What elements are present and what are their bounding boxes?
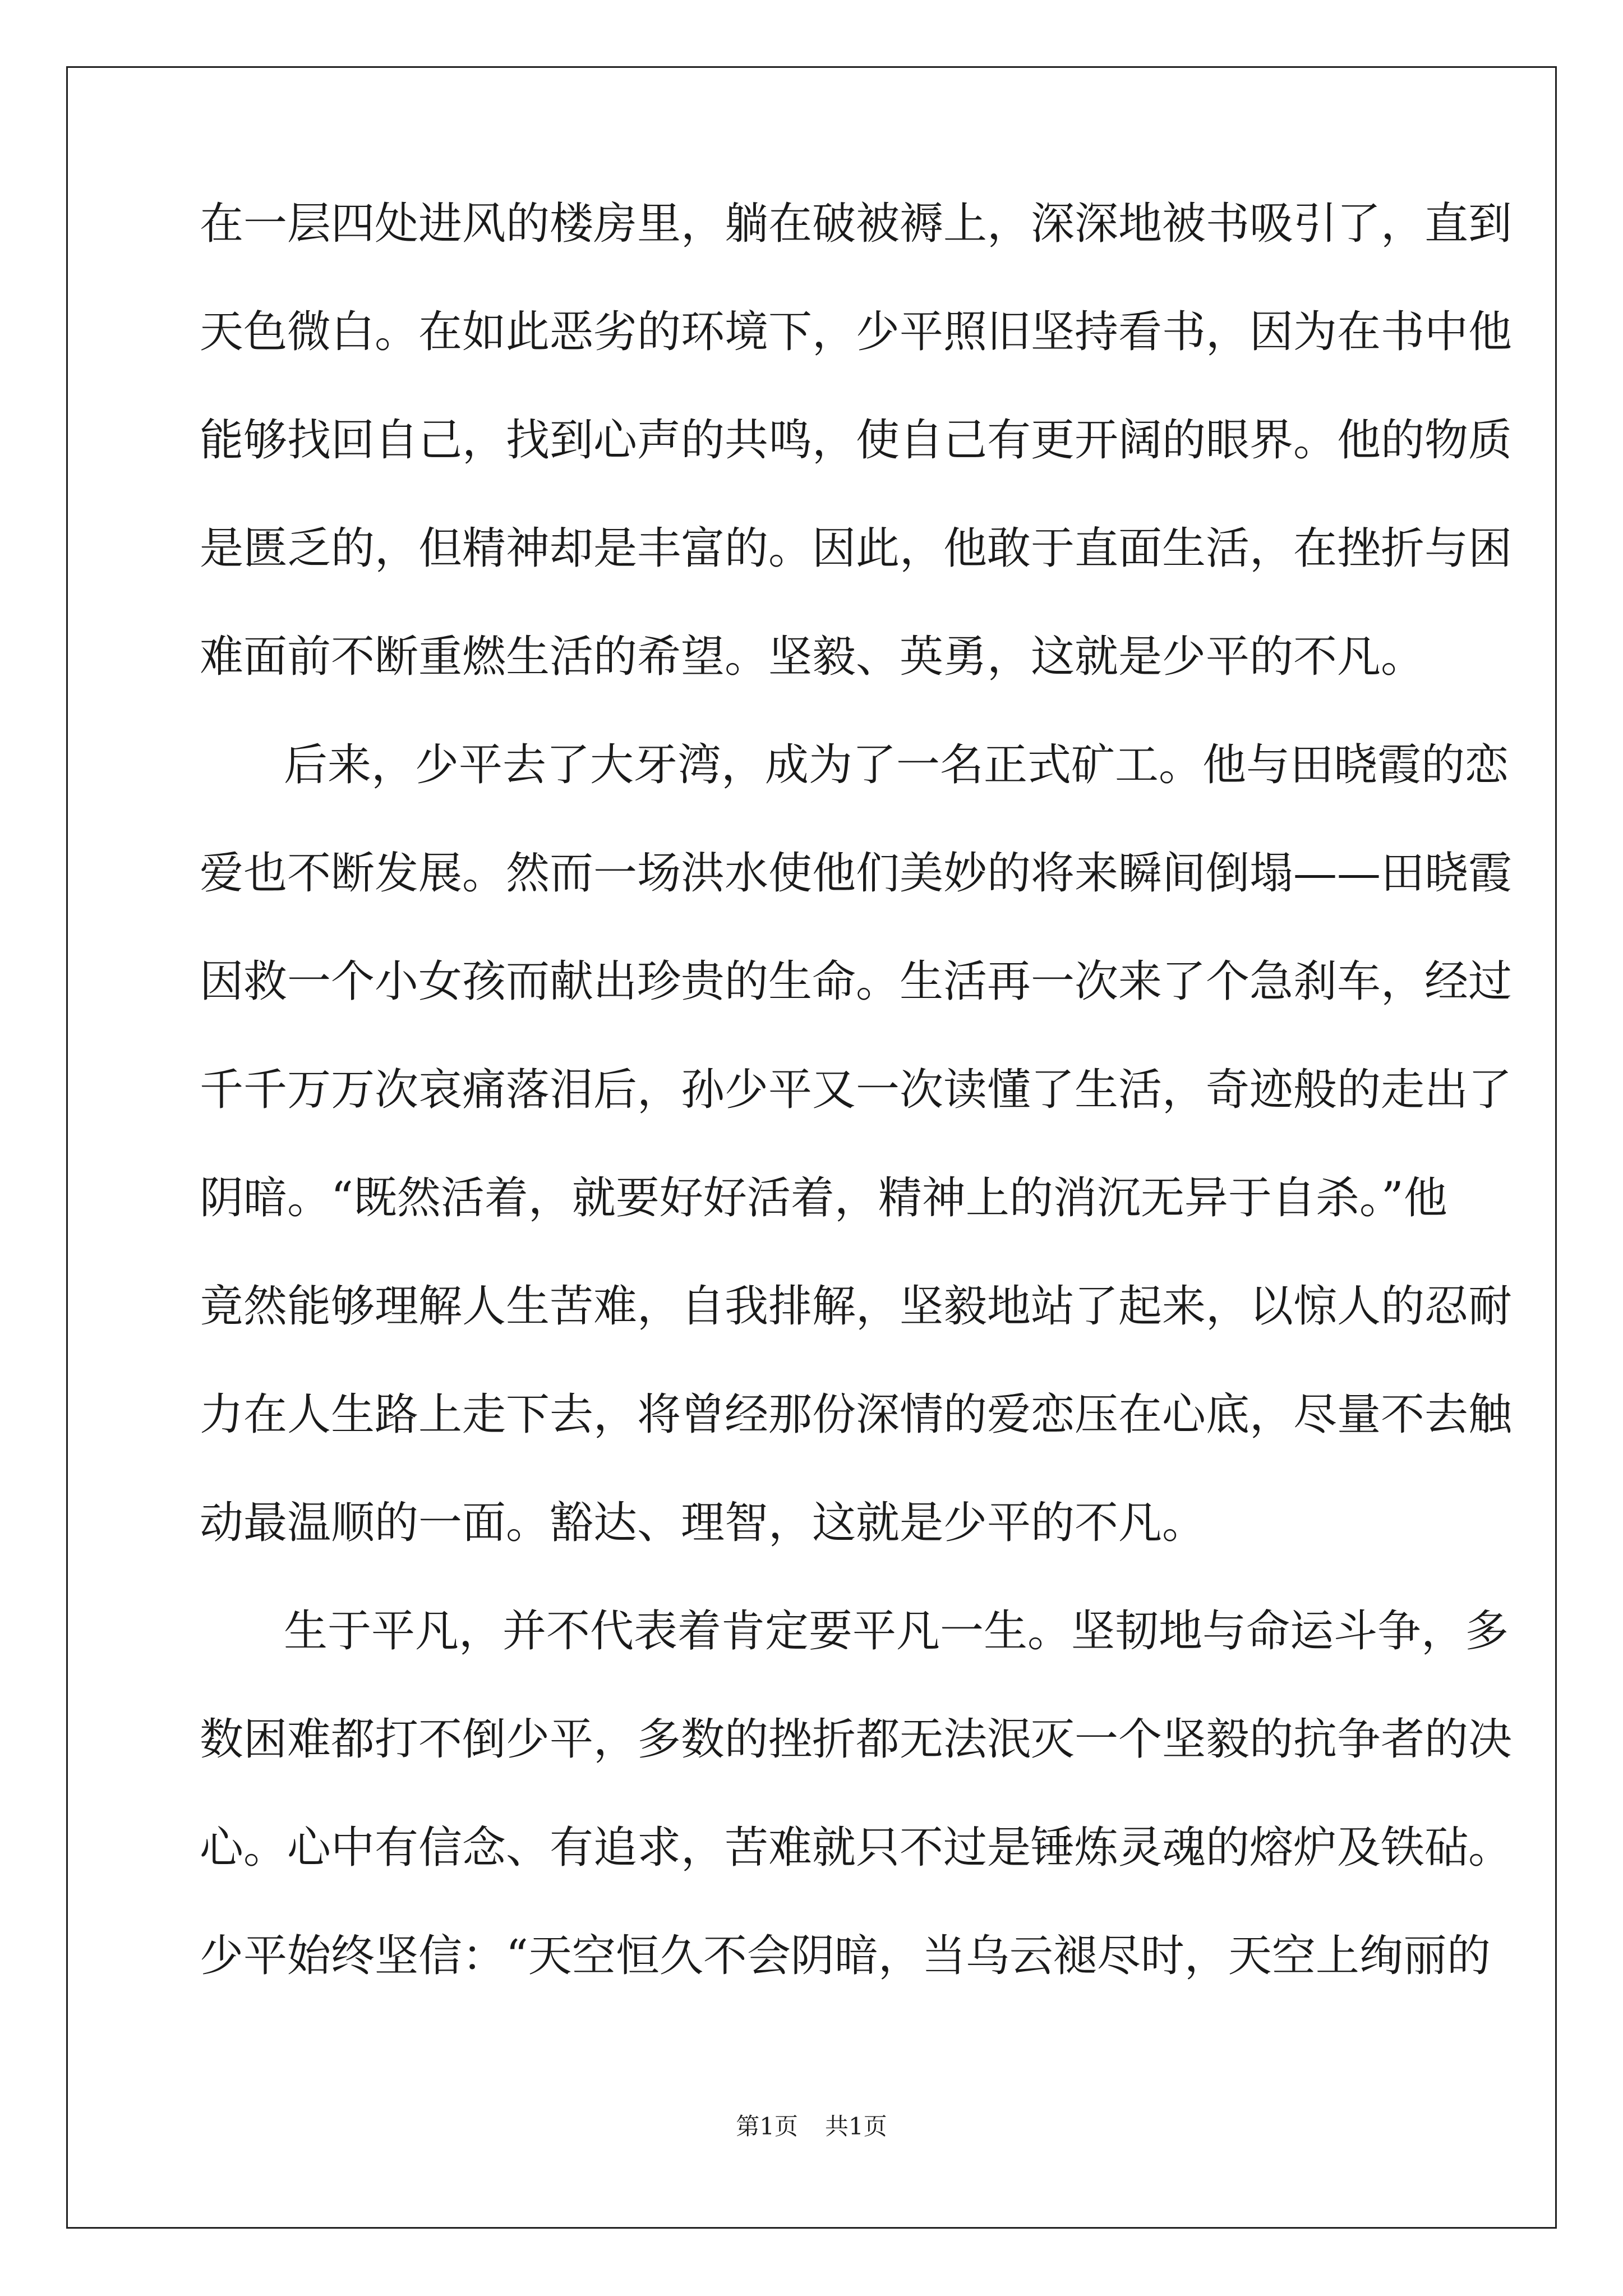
text-line: 力在人生路上走下去，将曾经那份深情的爱恋压在心底，尽量不去触 [200,1389,1513,1440]
page-number-current: 第1页 [736,2113,798,2140]
text-line: 心。心中有信念、有追求，苦难就只不过是锤炼灵魂的熔炉及铁砧。 [200,1823,1513,1873]
text-line: 动最温顺的一面。豁达、理智，这就是少平的不凡。 [200,1498,1206,1548]
text-line: 因救一个小女孩而献出珍贵的生命。生活再一次来了个急刹车，经过 [200,956,1513,1007]
text-line: 阴暗。“既然活着，就要好好活着，精神上的消沉无异于自杀。”他 [200,1173,1447,1223]
page-footer [0,2115,1623,2138]
text-line: 是匮乏的，但精神却是丰富的。因此，他敢于直面生活，在挫折与困 [200,523,1513,574]
text-line: 在一层四处进风的楼房里，躺在破被褥上，深深地被书吸引了，直到 [200,199,1513,249]
text-line: 天色微白。在如此恶劣的环境下，少平照旧坚持看书，因为在书中他 [200,307,1513,357]
text-line: 千千万万次哀痛落泪后，孙少平又一次读懂了生活，奇迹般的走出了 [200,1065,1513,1115]
text-line: 爱也不断发展。然而一场洪水使他们美妙的将来瞬间倒塌——田晓霞 [200,848,1513,899]
text-line: 生于平凡，并不代表着肯定要平凡一生。坚韧地与命运斗争，多 [284,1606,1509,1657]
page-number-total: 共1页 [825,2113,887,2140]
text-line: 能够找回自己，找到心声的共鸣，使自己有更开阔的眼界。他的物质 [200,415,1513,466]
text-line: 少平始终坚信：“天空恒久不会阴暗，当乌云褪尽时，天空上绚丽的 [200,1931,1491,1981]
text-line: 难面前不断重燃生活的希望。坚毅、英勇，这就是少平的不凡。 [200,632,1425,682]
text-line: 数困难都打不倒少平，多数的挫折都无法泯灭一个坚毅的抗争者的决 [200,1714,1513,1765]
document-body [200,199,1513,2042]
text-line: 后来，少平去了大牙湾，成为了一名正式矿工。他与田晓霞的恋 [284,740,1509,790]
text-line: 竟然能够理解人生苦难，自我排解，坚毅地站了起来，以惊人的忍耐 [200,1281,1513,1332]
